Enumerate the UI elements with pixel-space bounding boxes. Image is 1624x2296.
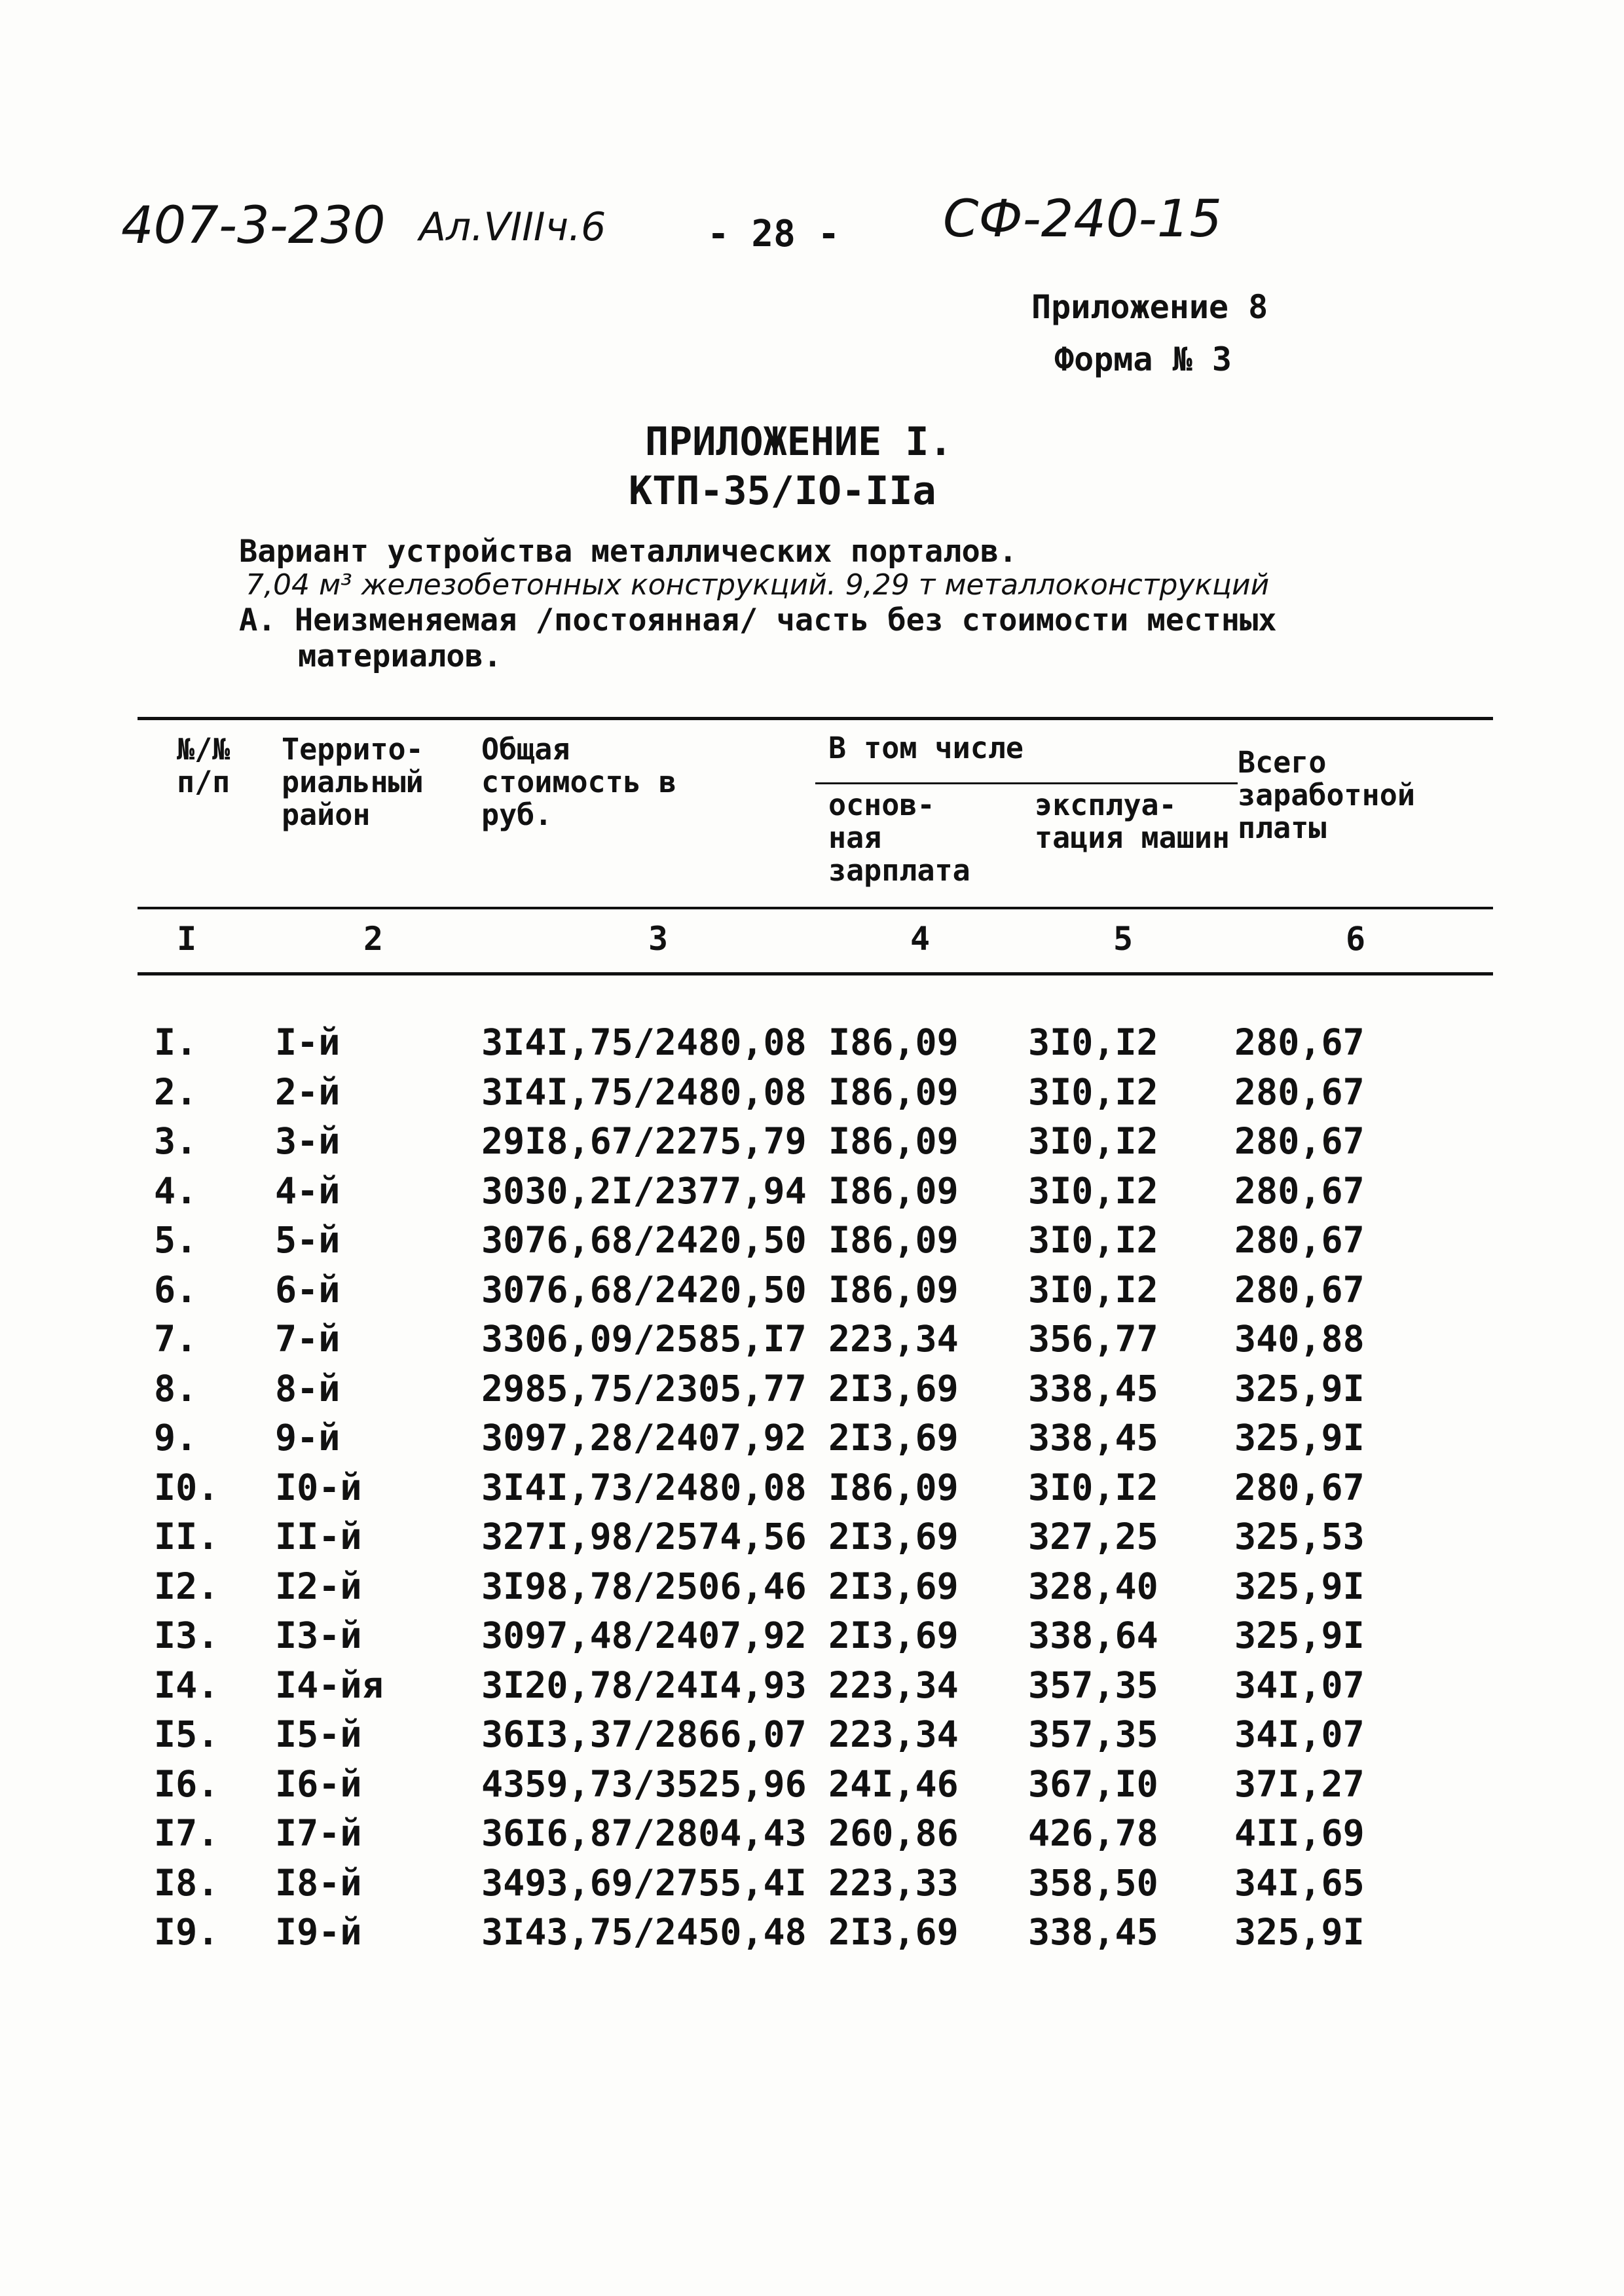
base-salary-cell: 223,34	[828, 1318, 959, 1360]
base-salary-cell: 260,86	[828, 1812, 959, 1854]
col-number-4: 4	[910, 920, 931, 958]
base-salary-cell: I86,09	[828, 1219, 959, 1261]
machine-operation-cell: 3I0,I2	[1028, 1070, 1158, 1113]
col-number-6: 6	[1346, 920, 1366, 958]
total-wages-cell: 325,9I	[1234, 1367, 1365, 1410]
group-underline	[815, 782, 1238, 784]
machine-operation-cell: 338,45	[1028, 1417, 1158, 1459]
row-number: I9.	[154, 1911, 219, 1953]
col-number-1: I	[177, 920, 197, 958]
machine-operation-cell: 357,35	[1028, 1664, 1158, 1706]
row-number: 8.	[154, 1367, 198, 1410]
base-salary-cell: I86,09	[828, 1466, 959, 1508]
total-cost-cell: 3I4I,75/2480,08	[481, 1021, 807, 1063]
region-cell: 9-й	[275, 1417, 341, 1459]
total-wages-cell: 34I,65	[1234, 1861, 1365, 1904]
total-wages-cell: 34I,07	[1234, 1713, 1365, 1755]
total-cost-cell: 327I,98/2574,56	[481, 1516, 807, 1558]
row-number: I.	[154, 1021, 198, 1063]
base-salary-cell: 223,34	[828, 1664, 959, 1706]
base-salary-cell: 223,33	[828, 1861, 959, 1904]
base-salary-cell: I86,09	[828, 1268, 959, 1311]
total-cost-cell: 4359,73/3525,96	[481, 1762, 807, 1805]
total-cost-cell: 29I8,67/2275,79	[481, 1120, 807, 1162]
row-number: 3.	[154, 1120, 198, 1162]
machine-operation-cell: 357,35	[1028, 1713, 1158, 1755]
machine-operation-cell: 338,45	[1028, 1367, 1158, 1410]
region-cell: 3-й	[275, 1120, 341, 1162]
region-cell: I6-й	[275, 1762, 362, 1805]
page-number: - 28 -	[707, 213, 840, 255]
total-cost-cell: 2985,75/2305,77	[481, 1367, 807, 1410]
base-salary-cell: 2I3,69	[828, 1565, 959, 1607]
machine-operation-cell: 367,I0	[1028, 1762, 1158, 1805]
base-salary-cell: 2I3,69	[828, 1614, 959, 1656]
total-cost-cell: 3076,68/2420,50	[481, 1219, 807, 1261]
total-wages-cell: 280,67	[1234, 1268, 1365, 1311]
col-header-base-salary: основ- ная зарплата	[828, 788, 970, 888]
machine-operation-cell: 3I0,I2	[1028, 1268, 1158, 1311]
row-number: 9.	[154, 1417, 198, 1459]
region-cell: 2-й	[275, 1070, 341, 1113]
region-cell: I8-й	[275, 1861, 362, 1904]
machine-operation-cell: 3I0,I2	[1028, 1169, 1158, 1212]
machine-operation-cell: 327,25	[1028, 1516, 1158, 1558]
col-header-machine-operation: эксплуа- тация машин	[1035, 788, 1230, 855]
row-number: I0.	[154, 1466, 219, 1508]
machine-operation-cell: 3I0,I2	[1028, 1120, 1158, 1162]
region-cell: I5-й	[275, 1713, 362, 1755]
base-salary-cell: I86,09	[828, 1169, 959, 1212]
handwritten-quantities-note: 7,04 м³ железобетонных конструкций. 9,29 т металлоконструкций	[246, 568, 1270, 602]
machine-operation-cell: 3I0,I2	[1028, 1021, 1158, 1063]
total-wages-cell: 280,67	[1234, 1120, 1365, 1162]
machine-operation-cell: 358,50	[1028, 1861, 1158, 1904]
section-a-line1: А. Неизменяемая /постоянная/ часть без стоимости местных	[239, 602, 1277, 638]
col-header-total-cost: Общая стоимость в руб.	[481, 732, 677, 832]
row-number: 5.	[154, 1219, 198, 1261]
total-wages-cell: 325,9I	[1234, 1911, 1365, 1953]
handwritten-document-code: 407-3-230	[121, 196, 386, 255]
row-number: I4.	[154, 1664, 219, 1706]
total-wages-cell: 340,88	[1234, 1318, 1365, 1360]
col-number-3: 3	[648, 920, 669, 958]
col-header-region: Террито- риальный район	[282, 732, 424, 832]
base-salary-cell: 223,34	[828, 1713, 959, 1755]
row-number: I2.	[154, 1565, 219, 1607]
region-cell: I9-й	[275, 1911, 362, 1953]
total-cost-cell: 3493,69/2755,4I	[481, 1861, 807, 1904]
base-salary-cell: 2I3,69	[828, 1417, 959, 1459]
total-wages-cell: 280,67	[1234, 1466, 1365, 1508]
total-wages-cell: 280,67	[1234, 1021, 1365, 1063]
header-bottom-rule	[138, 907, 1493, 909]
handwritten-series-code: СФ-240-15	[943, 190, 1223, 249]
machine-operation-cell: 338,45	[1028, 1911, 1158, 1953]
row-number: I6.	[154, 1762, 219, 1805]
region-cell: I7-й	[275, 1812, 362, 1854]
base-salary-cell: I86,09	[828, 1021, 959, 1063]
machine-operation-cell: 3I0,I2	[1028, 1466, 1158, 1508]
handwritten-album-ref: Ал.VIIIч.6	[419, 204, 606, 250]
total-cost-cell: 3076,68/2420,50	[481, 1268, 807, 1311]
row-number: II.	[154, 1516, 219, 1558]
total-wages-cell: 280,67	[1234, 1219, 1365, 1261]
table-top-rule	[138, 717, 1493, 720]
row-number: 4.	[154, 1169, 198, 1212]
machine-operation-cell: 426,78	[1028, 1812, 1158, 1854]
substation-title: КТП-35/IO-IIa	[629, 468, 936, 514]
region-cell: I4-йя	[275, 1664, 384, 1706]
form-label: Форма № 3	[1054, 340, 1232, 378]
col-number-5: 5	[1113, 920, 1134, 958]
base-salary-cell: 2I3,69	[828, 1516, 959, 1558]
col-number-2: 2	[363, 920, 384, 958]
total-wages-cell: 37I,27	[1234, 1762, 1365, 1805]
section-a-line2: материалов.	[298, 638, 502, 674]
total-wages-cell: 34I,07	[1234, 1664, 1365, 1706]
total-wages-cell: 325,9I	[1234, 1565, 1365, 1607]
total-cost-cell: 3I20,78/24I4,93	[481, 1664, 807, 1706]
row-number: I5.	[154, 1713, 219, 1755]
base-salary-cell: 2I3,69	[828, 1367, 959, 1410]
appendix-title: ПРИЛОЖЕНИЕ I.	[645, 419, 953, 465]
col-header-group: В том числе	[828, 731, 1024, 765]
region-cell: I3-й	[275, 1614, 362, 1656]
total-wages-cell: 4II,69	[1234, 1812, 1365, 1854]
row-number: 7.	[154, 1318, 198, 1360]
machine-operation-cell: 328,40	[1028, 1565, 1158, 1607]
row-number: 6.	[154, 1268, 198, 1311]
machine-operation-cell: 3I0,I2	[1028, 1219, 1158, 1261]
base-salary-cell: 24I,46	[828, 1762, 959, 1805]
total-cost-cell: 36I6,87/2804,43	[481, 1812, 807, 1854]
row-number: I3.	[154, 1614, 219, 1656]
col-header-number: №/№ п/п	[177, 732, 231, 799]
total-wages-cell: 325,9I	[1234, 1614, 1365, 1656]
variant-description: Вариант устройства металлических порталов.	[239, 534, 1018, 570]
region-cell: 4-й	[275, 1169, 341, 1212]
row-number: 2.	[154, 1070, 198, 1113]
row-number: I8.	[154, 1861, 219, 1904]
region-cell: 6-й	[275, 1268, 341, 1311]
total-wages-cell: 325,53	[1234, 1516, 1365, 1558]
region-cell: 8-й	[275, 1367, 341, 1410]
region-cell: 5-й	[275, 1219, 341, 1261]
column-numbers-rule	[138, 972, 1493, 975]
total-cost-cell: 3306,09/2585,I7	[481, 1318, 807, 1360]
machine-operation-cell: 338,64	[1028, 1614, 1158, 1656]
base-salary-cell: I86,09	[828, 1120, 959, 1162]
region-cell: II-й	[275, 1516, 362, 1558]
total-cost-cell: 3097,48/2407,92	[481, 1614, 807, 1656]
region-cell: 7-й	[275, 1318, 341, 1360]
machine-operation-cell: 356,77	[1028, 1318, 1158, 1360]
total-cost-cell: 3I43,75/2450,48	[481, 1911, 807, 1953]
region-cell: I2-й	[275, 1565, 362, 1607]
total-wages-cell: 280,67	[1234, 1169, 1365, 1212]
region-cell: I-й	[275, 1021, 341, 1063]
total-cost-cell: 3I4I,75/2480,08	[481, 1070, 807, 1113]
region-cell: I0-й	[275, 1466, 362, 1508]
total-wages-cell: 325,9I	[1234, 1417, 1365, 1459]
total-wages-cell: 280,67	[1234, 1070, 1365, 1113]
total-cost-cell: 3097,28/2407,92	[481, 1417, 807, 1459]
total-cost-cell: 3I98,78/2506,46	[481, 1565, 807, 1607]
appendix-label: Приложение 8	[1031, 288, 1268, 326]
total-cost-cell: 3030,2I/2377,94	[481, 1169, 807, 1212]
base-salary-cell: I86,09	[828, 1070, 959, 1113]
row-number: I7.	[154, 1812, 219, 1854]
total-cost-cell: 36I3,37/2866,07	[481, 1713, 807, 1755]
total-cost-cell: 3I4I,73/2480,08	[481, 1466, 807, 1508]
col-header-total-wages: Всего заработной платы	[1238, 745, 1415, 845]
base-salary-cell: 2I3,69	[828, 1911, 959, 1953]
